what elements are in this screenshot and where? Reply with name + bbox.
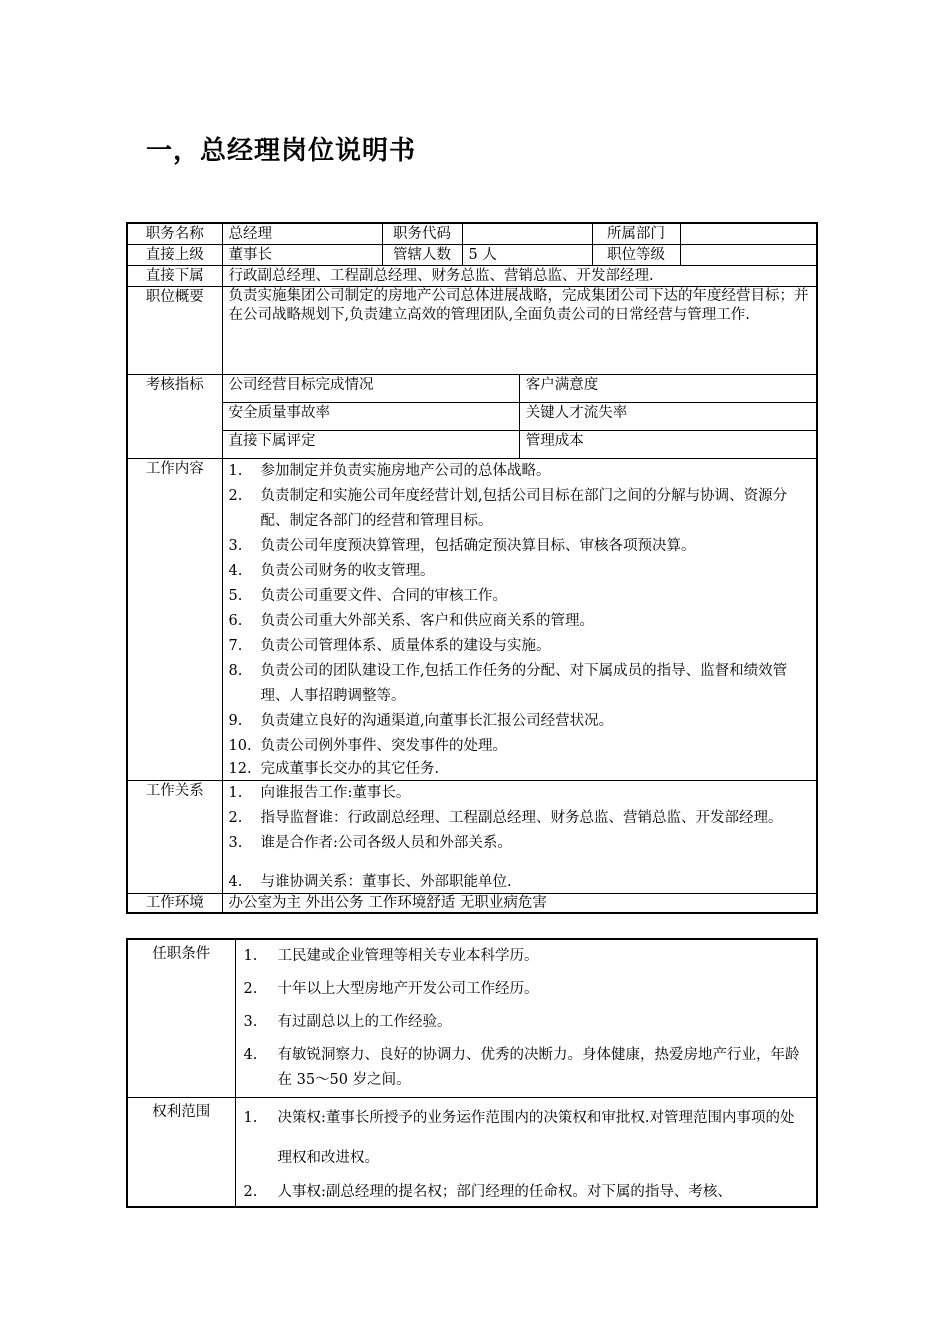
item-number: 9. <box>228 713 243 729</box>
work-environment-label: 工作环境 <box>127 894 222 914</box>
item-number: 10. <box>228 738 252 754</box>
item-text: 谁是合作者:公司各级人员和外部关系。 <box>260 835 512 851</box>
item-number: 3. <box>243 1014 258 1030</box>
job-code-label: 职务代码 <box>382 223 462 245</box>
subordinates-label: 直接下属 <box>127 266 222 287</box>
rights-list <box>236 1098 817 1206</box>
job-title-label: 职务名称 <box>127 223 222 245</box>
qualifications-list <box>236 940 817 1097</box>
item-text: 指导监督谁：行政副总经理、工程副总经理、财务总监、营销总监、开发部经理。 <box>260 810 783 826</box>
kpi-label: 考核指标 <box>127 375 222 459</box>
list-item <box>223 584 817 609</box>
list-item <box>223 559 817 584</box>
item-number: 4. <box>228 563 243 579</box>
item-number: 6. <box>228 613 243 629</box>
item-number: 3. <box>228 538 243 554</box>
subordinates-value: 行政副总经理、工程副总经理、财务总监、营销总监、开发部经理. <box>222 266 817 287</box>
work-content-label: 工作内容 <box>127 459 222 781</box>
list-item <box>236 940 817 973</box>
item-text: 负责公司重要文件、合同的审核工作。 <box>260 588 507 604</box>
list-item <box>223 734 817 759</box>
kpi-item: 公司经营目标完成情况 <box>228 377 374 393</box>
item-number: 4. <box>228 874 243 890</box>
work-content-list <box>223 459 817 780</box>
kpi-item: 关键人才流失率 <box>519 403 816 431</box>
job-description-table <box>126 222 818 914</box>
summary-label: 职位概要 <box>127 287 222 375</box>
list-item <box>223 759 817 780</box>
department-label: 所属部门 <box>592 223 680 245</box>
item-number: 1. <box>243 1110 258 1126</box>
item-number: 1. <box>228 785 243 801</box>
item-text: 负责建立良好的沟通渠道,向董事长汇报公司经营状况。 <box>260 713 614 729</box>
item-text: 负责制定和实施公司年度经营计划,包括公司目标在部门之间的分解与协调、资源分配、制定各部门的经营和管理目标。 <box>260 488 788 529</box>
item-number: 2. <box>243 981 258 997</box>
list-item <box>223 459 817 484</box>
rights-cell <box>235 1098 817 1208</box>
list-item <box>236 1006 817 1039</box>
list-item <box>223 659 817 709</box>
list-item <box>223 609 817 634</box>
item-text: 负责公司管理体系、质量体系的建设与实施。 <box>260 638 551 654</box>
item-number: 8. <box>228 663 243 679</box>
work-relations-label: 工作关系 <box>127 781 222 894</box>
item-text: 有过副总以上的工作经验。 <box>277 1014 452 1030</box>
work-content-cell <box>222 459 817 781</box>
list-item <box>223 709 817 734</box>
item-text: 负责公司例外事件、突发事件的处理。 <box>260 738 507 754</box>
item-text: 参加制定并负责实施房地产公司的总体战略。 <box>260 463 551 479</box>
item-number: 4. <box>243 1047 258 1063</box>
item-text: 有敏锐洞察力、良好的协调力、优秀的决断力。身体健康，热爱房地产行业，年龄在 35～50 岁之间。 <box>277 1047 800 1088</box>
list-item <box>223 484 817 534</box>
job-title-value: 总经理 <box>222 223 382 245</box>
item-text: 决策权:董事长所授予的业务运作范围内的决策权和审批权.对管理范围内事项的处理权和改进权。 <box>277 1110 795 1166</box>
kpi-cell <box>222 375 817 459</box>
kpi-item: 直接下属评定 <box>223 431 520 459</box>
requirements-table <box>126 938 818 1208</box>
item-number: 1. <box>228 463 243 479</box>
list-item <box>223 781 817 806</box>
list-item <box>223 806 817 831</box>
item-number: 12. <box>228 761 252 777</box>
list-item <box>236 1039 817 1097</box>
item-number: 1. <box>243 948 258 964</box>
kpi-grid <box>223 375 817 458</box>
item-number: 3. <box>228 835 243 851</box>
item-text: 十年以上大型房地产开发公司工作经历。 <box>277 981 539 997</box>
job-code-value <box>462 223 592 245</box>
work-relations-cell <box>222 781 817 894</box>
item-text: 负责公司重大外部关系、客户和供应商关系的管理。 <box>260 613 594 629</box>
qualifications-label: 任职条件 <box>127 939 235 1098</box>
item-text: 负责公司的团队建设工作,包括工作任务的分配、对下属成员的指导、监督和绩效管理、人事招聘调整等。 <box>260 663 788 704</box>
page-title: 一，总经理岗位说明书 <box>146 136 417 166</box>
list-item <box>223 831 817 872</box>
kpi-item: 客户满意度 <box>519 375 816 403</box>
rights-label: 权利范围 <box>127 1098 235 1208</box>
list-item <box>236 1178 817 1206</box>
department-value <box>680 223 817 245</box>
job-grade-value <box>680 245 817 266</box>
kpi-item: 安全质量事故率 <box>223 403 520 431</box>
summary-value: 负责实施集团公司制定的房地产公司总体进展战略，完成集团公司下达的年度经营目标；并在公司战略规划下,负责建立高效的管理团队,全面负责公司的日常经营与管理工作. <box>222 287 817 375</box>
direct-superior-label: 直接上级 <box>127 245 222 266</box>
item-number: 5. <box>228 588 243 604</box>
list-item <box>223 534 817 559</box>
item-text: 人事权:副总经理的提名权；部门经理的任命权。对下属的指导、考核、 <box>277 1184 732 1200</box>
headcount-label: 管辖人数 <box>382 245 462 266</box>
item-number: 2. <box>228 810 243 826</box>
work-relations-list <box>223 781 817 893</box>
item-text: 工民建或企业管理等相关专业本科学历。 <box>277 948 539 964</box>
job-grade-label: 职位等级 <box>592 245 680 266</box>
item-number: 2. <box>243 1184 258 1200</box>
item-text: 与谁协调关系：董事长、外部职能单位. <box>260 874 512 890</box>
headcount-value: 5 人 <box>462 245 592 266</box>
item-text: 向谁报告工作:董事长。 <box>260 785 411 801</box>
item-number: 7. <box>228 638 243 654</box>
item-number: 2. <box>228 488 243 504</box>
work-environment-value: 办公室为主 外出公务 工作环境舒适 无职业病危害 <box>222 894 817 914</box>
list-item <box>236 1098 817 1178</box>
item-text: 完成董事长交办的其它任务. <box>260 761 440 777</box>
list-item <box>223 634 817 659</box>
item-text: 负责公司年度预决算管理，包括确定预决算目标、审核各项预决算。 <box>260 538 696 554</box>
qualifications-cell <box>235 939 817 1098</box>
kpi-item: 管理成本 <box>519 431 816 459</box>
list-item <box>223 872 817 893</box>
direct-superior-value: 董事长 <box>222 245 382 266</box>
list-item <box>236 973 817 1006</box>
item-text: 负责公司财务的收支管理。 <box>260 563 435 579</box>
